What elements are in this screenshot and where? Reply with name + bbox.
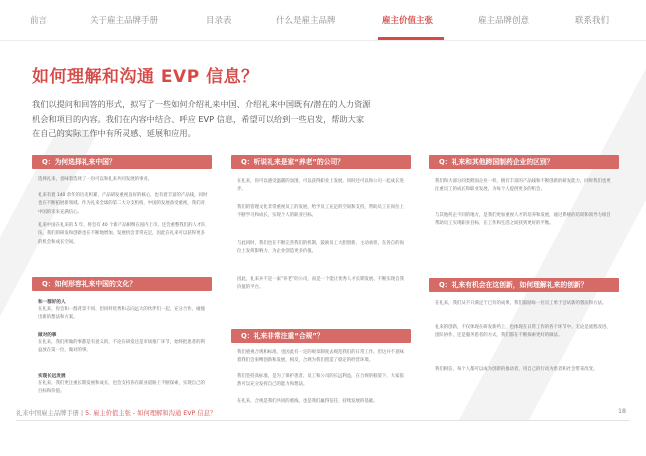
answer-why-lilly-p3: 礼来中国在礼来的 5 年、将会有 40 个新产品相继在国内上市。还会重整我们的人才队伍，我们的研发和创新也在不断地增加，发展机会非常充足，因此在礼来可以获得更多的机会和成长空间。 [38, 223, 206, 245]
culture-text-people: 在礼来，你会和一群背景不同、但同样优秀和志向远大的伙伴们一起，充分合作、碰撞出新的想法和方案。 [38, 307, 205, 321]
question-card-culture: Q：如何形容礼来中国的文化？ [32, 277, 212, 291]
answer-innovation-p3: 我们相信，每个人都可以成为创新的推动者，用自己的行动为患者和社会带来改变。 [435, 367, 598, 372]
answer-innovation-p2: 礼来的创新，不仅体现在研发新药上，也体现在日常工作的各个环节中。无论是流程改进、团队协作，还是服务患者的方式，我们都在不断探索更好的做法。 [435, 325, 611, 339]
page-number: 18 [617, 408, 626, 415]
background-shape-right [459, 40, 646, 420]
answer-why-lilly-p1: 选择礼来，意味着选择了一份可以和礼来共同发展的事业。 [38, 177, 153, 182]
nav-item-about-handbook[interactable]: 关于雇主品牌手册 [90, 16, 159, 26]
answer-difference-p1: 我们和大部分同类跨国企业一样，拥有丰富的产品线和不断创新的研发能力，同时我们也更注重员工的成长和职业发展，为每个人提供更多的机会。 [435, 179, 611, 193]
culture-heading-right-thing: 做对的事 [38, 333, 57, 338]
intro-paragraph: 我们以提问和回答的形式，拟写了一些如何介绍礼来中国、介绍礼来中国既有/潜在的人力资源机会和项目的内容。我们在内容中结合、呼应 EVP 信息，希望可以给到一些启发，帮助大家在自己的实际工作中有所灵感、延展和应用。 [32, 99, 371, 139]
nav-item-contact[interactable]: 联系我们 [575, 16, 610, 26]
answer-retirement-p2: 我们的管理文化非常重视员工的发展，给予员工充足的空间和支持，帮助员工在岗位上不断学习和成长，实现个人的职业目标。 [237, 205, 404, 219]
nav-item-preface[interactable]: 前言 [30, 16, 48, 26]
question-card-difference: Q：礼来和其他跨国制药企业的区别？ [429, 155, 619, 169]
answer-why-lilly-p2: 礼来有着 140 余年的历史积累，产品研发重视良好的核心，也有着丰富的产品线，同时也在不断拓展新领域。作为礼来全球的第二大分支机构，中国的发展备受重视，我们对中国的未来充满信心。 [38, 193, 208, 215]
page-title: 如何理解和沟通 EVP 信息？ [32, 67, 259, 87]
nav-item-brand-creative[interactable]: 雇主品牌创意 [478, 16, 530, 26]
footer-section-label[interactable]: 5. 雇主价值主张 - 如何理解和沟通 EVP 信息？ [85, 410, 217, 417]
answer-difference-p2: 与其他药企不同的地方，是我们更加重视人才的培养和发展，通过系统的培训和领导力项目帮助员工实现职业目标，在工作和生活之间找到更好的平衡。 [435, 213, 611, 227]
nav-item-what-is-employer-brand[interactable]: 什么是雇主品牌 [276, 16, 336, 26]
answer-compliance-p3: 在礼来，合规是我们共同的底线，也是我们赢得信任、持续发展的基础。 [237, 399, 378, 404]
answer-retirement-p4: 因此，礼来并不是一家“养老”的公司，而是一个能让优秀人才长期发展、不断实现自我价值的平台。 [237, 277, 405, 291]
answer-retirement-p1: 在礼来，你可以感受温暖的氛围，可以获得职业上发展，同时还可以和公司一起成长进步。 [237, 179, 404, 193]
footer-breadcrumb [16, 408, 216, 417]
answer-compliance-p2: 我们坚持高标准，是为了保护患者、员工和公司的长远利益，在合规的框架下，大家依然可以充分发挥自己的能力和想法。 [237, 374, 404, 388]
answer-innovation-p1: 在礼来，我们从不只满足于已有的成果，我们鼓励每一位员工勇于尝试新的想法和方法。 [435, 301, 607, 306]
footer-handbook-label: 礼来中国雇主品牌手册 | [16, 410, 86, 417]
culture-heading-people: 和一群好的人 [38, 300, 66, 305]
culture-text-long-term: 在礼来，我们更注重长期发展和成长，也会支持你在职业道路上不断探索，实现自己的目标和价值。 [38, 381, 205, 395]
question-card-retirement: Q：听说礼来是家“养老”的公司？ [231, 155, 411, 169]
nav-active-indicator [378, 37, 444, 40]
culture-heading-long-term: 实现长远发展 [38, 374, 66, 379]
question-card-compliance: Q：礼来非常注重“合规”？ [231, 329, 411, 343]
question-card-innovation: Q：礼来有机会在这创新，如何理解礼来的创新？ [429, 278, 619, 292]
nav-item-evp[interactable]: 雇主价值主张 [382, 16, 434, 26]
footer-divider [16, 420, 630, 421]
question-card-why-lilly: Q：为何选择礼来中国？ [32, 155, 212, 169]
culture-text-right-thing: 在礼来，我们所做的事都是有意义的，不论在研发还是市场推广环节，始终把患者的利益放在第一位，做对的事。 [38, 340, 205, 354]
answer-compliance-p1: 我们重视合规和标准，也因此有一定的规章制度去规范我们的日常工作。但这并不意味着我们会束缚创新和发展，相反，合规为我们创造了稳定的经营环境。 [237, 350, 404, 364]
nav-item-contents[interactable]: 目录表 [206, 16, 232, 26]
answer-retirement-p3: 与此同时，我们也在不断完善我们的机制，鼓励员工大胆创新、主动承担，在各自的岗位上发挥影响力，为企业创造更多价值。 [237, 241, 404, 255]
top-navigation [0, 0, 646, 41]
